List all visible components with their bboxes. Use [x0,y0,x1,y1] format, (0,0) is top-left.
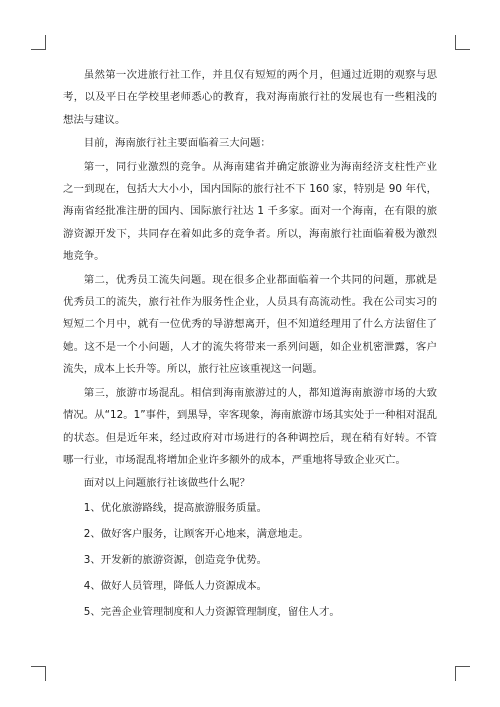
crop-mark-top-right [455,35,470,50]
crop-mark-top-left [31,35,46,50]
list-item: 2、做好客户服务，让顾客开心地来，满意地走。 [83,527,309,540]
document-body [63,64,437,625]
list-item: 1、优化旅游路线，提高旅游服务质量。 [83,501,268,514]
problem-competition-paragraph: 第一，同行业激烈的竞争。从海南建省并确定旅游业为海南经济支柱性产业之一到现在，包括大大小小，国内国际的旅行社不下 160 家，特别是 90 年代，海南省经批准注册的国内、国际旅行社达 1 千多家。面对一个海南，在有限的旅游资源开发下，共同存在着如此多的竞争者。所以，海南旅行社面临着极为激烈地竞争。 [63,160,437,263]
question-paragraph: 面对以上问题旅行社该做些什么呢？ [83,477,251,490]
suggestion-list [63,495,437,625]
problem-staff-loss-paragraph: 第二，优秀员工流失问题。现在很多企业都面临着一个共同的问题，那就是优秀员工的流失，旅行社作为服务性企业，人员具有高流动性。我在公司实习的短短二个月中，就有一位优秀的导游想离开，但不知道经理用了什么方法留住了她。这不是一个小问题，人才的流失将带来一系列问题，如企业机密泄露，客户流失，成本上长升等。所以，旅行社应该重视这一问题。 [63,273,437,376]
list-item: 4、做好人员管理，降低人力资源成本。 [83,579,268,592]
crop-mark-bottom-left [31,666,46,681]
problems-heading-paragraph: 目前，海南旅行社主要面临着三大问题： [83,137,271,150]
list-item: 3、开发新的旅游资源，创造竞争优势。 [83,553,268,566]
problem-market-chaos-paragraph: 第三，旅游市场混乱。相信到海南旅游过的人，都知道海南旅游市场的大致情况。从“12。1”事件，到黑导，宰客现象，海南旅游市场其实处于一种相对混乱的状态。但是近年来，经过政府对市场进行的各种调控后，现在稍有好转。不管哪一行业，市场混乱将增加企业许多额外的成本，严重地将导致企业灭亡。 [63,386,437,466]
crop-mark-bottom-right [455,666,470,681]
list-item: 5、完善企业管理制度和人力资源管理制度，留住人才。 [83,605,340,618]
intro-paragraph: 虽然第一次进旅行社工作，并且仅有短短的两个月，但通过近期的观察与思考，以及平日在学校里老师悉心的教育，我对海南旅行社的发展也有一些粗浅的想法与建议。 [63,69,437,126]
